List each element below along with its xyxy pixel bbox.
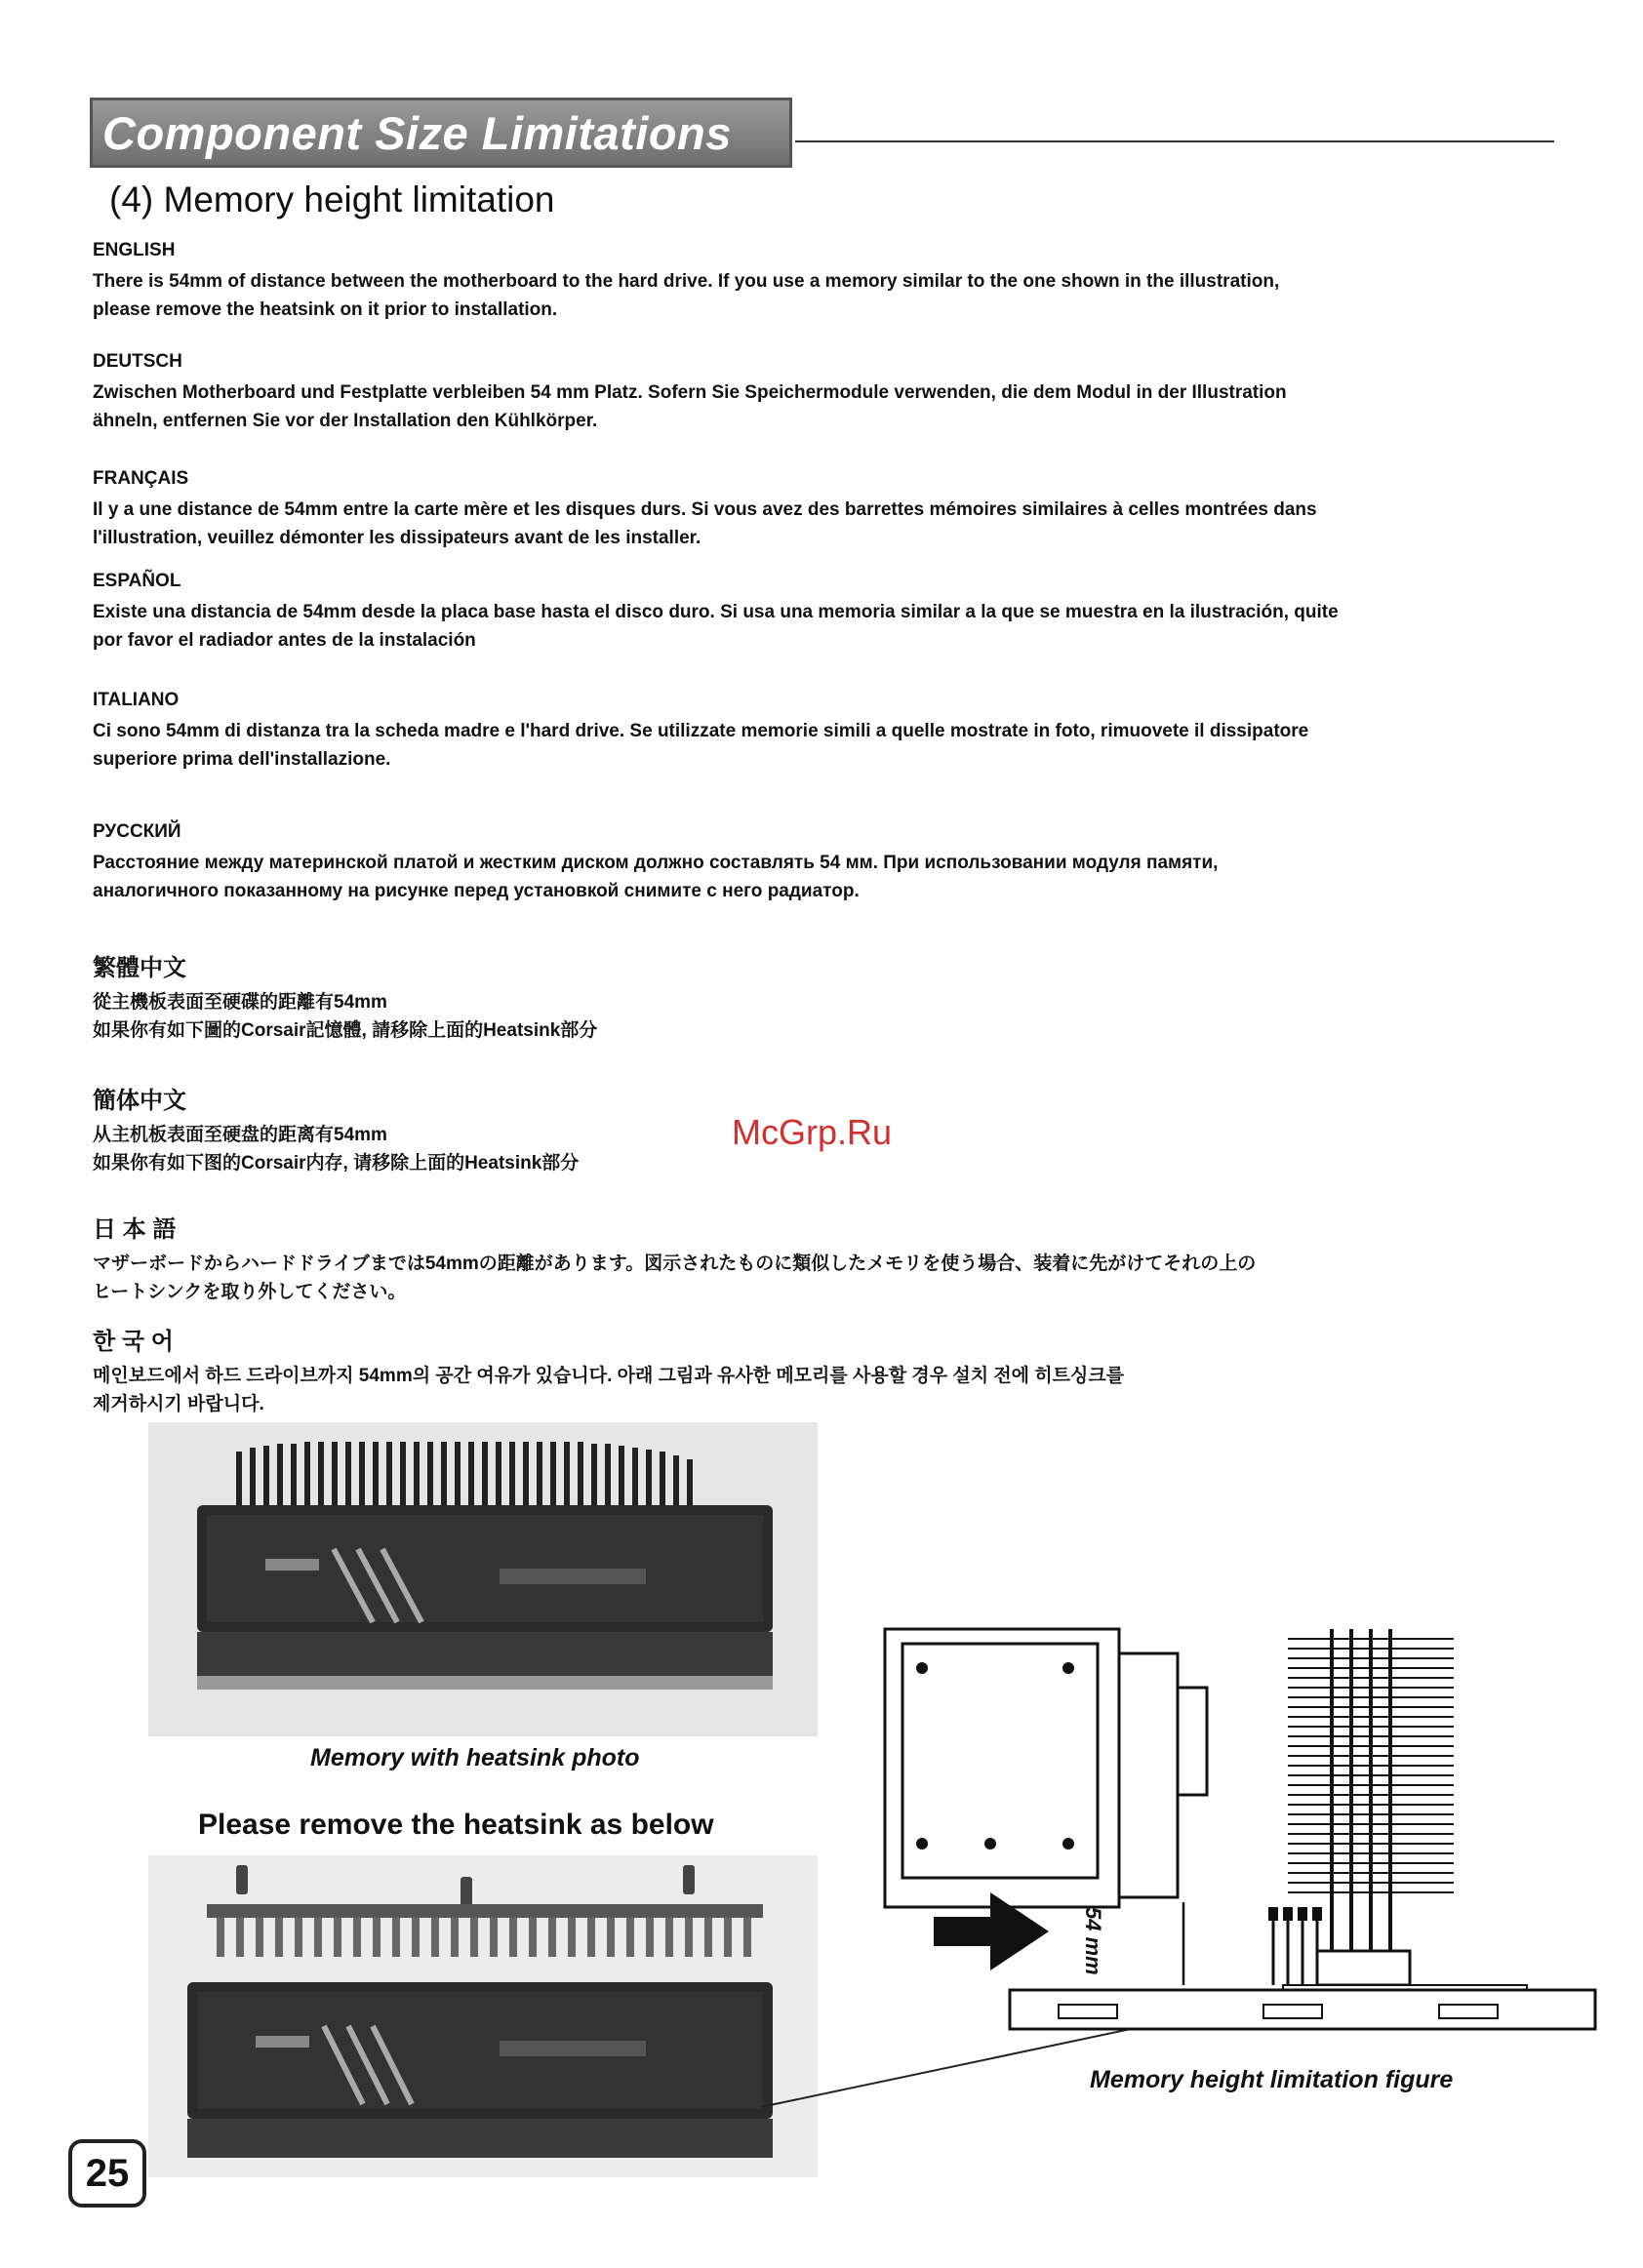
- memory-heatsink-photo: [148, 1422, 818, 1736]
- section-korean: [93, 1322, 1576, 1418]
- text-line: Расстояние между материнской платой и жестким диском должно составлять 54 мм. При использовании модуля памяти,: [93, 853, 1219, 873]
- watermark: McGrp.Ru: [732, 1112, 893, 1152]
- text-line: аналогичного показанному на рисунке перед установкой снимите с него радиатор.: [93, 881, 860, 901]
- section-english: [93, 240, 1576, 324]
- lang-heading: РУССКИЙ: [93, 821, 181, 842]
- lang-heading: 簡体中文: [93, 1088, 186, 1114]
- text-line: l'illustration, veuillez démonter les dissipateurs avant de les installer.: [93, 528, 701, 548]
- diagram-dimension-label: 54 mm: [1081, 1907, 1105, 1975]
- section-deutsch: [93, 351, 1576, 435]
- text-line: 메인보드에서 하드 드라이브까지 54mm의 공간 여유가 있습니다. 아래 그림과 유사한 메모리를 사용할 경우 설치 전에 히트싱크를: [93, 1366, 1125, 1386]
- section-japanese: [93, 1210, 1576, 1306]
- lang-heading: ENGLISH: [93, 240, 176, 260]
- memory-height-diagram: [873, 1600, 1615, 2058]
- lang-heading: ITALIANO: [93, 690, 180, 710]
- text-line: There is 54mm of distance between the motherboard to the hard drive. If you use a memory similar to the one shown in the illustration,: [93, 271, 1280, 292]
- section-francais: [93, 468, 1576, 552]
- section-body: [93, 849, 1576, 905]
- text-line: Il y a une distance de 54mm entre la carte mère et les disques durs. Si vous avez des barrettes mémoires similaires à celles montrées dans: [93, 499, 1317, 520]
- banner-title: Component Size Limitations: [102, 107, 732, 159]
- lang-heading: 繁體中文: [93, 955, 186, 981]
- text-line: ヒートシンクを取り外してください。: [93, 1282, 407, 1302]
- lang-heading: 日 本 語: [93, 1216, 177, 1243]
- text-line: Ci sono 54mm di distanza tra la scheda madre e l'hard drive. Se utilizzate memorie simili a quelle mostrate in foto, rimuovete il dissipatore: [93, 721, 1309, 741]
- text-line: superiore prima dell'installazione.: [93, 749, 391, 770]
- section-body: [93, 717, 1576, 774]
- section-espanol: [93, 571, 1576, 655]
- page-number: 25: [68, 2139, 146, 2208]
- text-line: ähneln, entfernen Sie vor der Installation den Kühlkörper.: [93, 411, 598, 431]
- section-body: [93, 1250, 1576, 1306]
- section-body: [93, 267, 1576, 324]
- memory-module-illustration: [148, 1422, 818, 1736]
- section-russian: [93, 821, 1576, 905]
- header-rule: [795, 140, 1554, 142]
- text-line: 从主机板表面至硬盘的距离有54mm: [93, 1125, 387, 1145]
- photo-caption: Memory with heatsink photo: [310, 1744, 640, 1771]
- diagram-caption: Memory height limitation figure: [1090, 2066, 1454, 2093]
- text-line: 如果你有如下图的Corsair内存, 请移除上面的Heatsink部分: [93, 1153, 580, 1174]
- lang-heading: 한 국 어: [93, 1329, 174, 1355]
- section-italiano: [93, 690, 1576, 774]
- text-line: 從主機板表面至硬碟的距離有54mm: [93, 992, 387, 1013]
- lang-heading: ESPAÑOL: [93, 571, 181, 591]
- text-line: 제거하시기 바랍니다.: [93, 1394, 264, 1414]
- section-body: [93, 496, 1576, 552]
- section-body: [93, 1362, 1576, 1418]
- text-line: Zwischen Motherboard und Festplatte verbleiben 54 mm Platz. Sofern Sie Speichermodule verwenden, die dem Modul in der Illustration: [93, 382, 1287, 403]
- heatsink-removed-photo: [148, 1855, 818, 2177]
- page-subtitle: (4) Memory height limitation: [109, 179, 555, 219]
- text-line: por favor el radiador antes de la instalación: [93, 630, 476, 651]
- section-body: [93, 988, 1576, 1045]
- section-banner: [90, 98, 792, 168]
- section-body: [93, 378, 1576, 435]
- removed-heatsink-illustration: [148, 1855, 818, 2177]
- text-line: 如果你有如下圖的Corsair記憶體, 請移除上面的Heatsink部分: [93, 1020, 598, 1041]
- text-line: please remove the heatsink on it prior to installation.: [93, 299, 558, 320]
- section-traditional-chinese: [93, 948, 1576, 1045]
- section-body: [93, 598, 1576, 655]
- remove-instruction: Please remove the heatsink as below: [198, 1809, 714, 1841]
- text-line: マザーボードからハードドライブまでは54mmの距離があります。図示されたものに類似したメモリを使う場合、装着に先がけてそれの上の: [93, 1253, 1257, 1274]
- lang-heading: FRANÇAIS: [93, 468, 189, 489]
- lang-heading: DEUTSCH: [93, 351, 182, 372]
- text-line: Existe una distancia de 54mm desde la placa base hasta el disco duro. Si usa una memoria similar a la que se muestra en la ilustración, quite: [93, 602, 1339, 622]
